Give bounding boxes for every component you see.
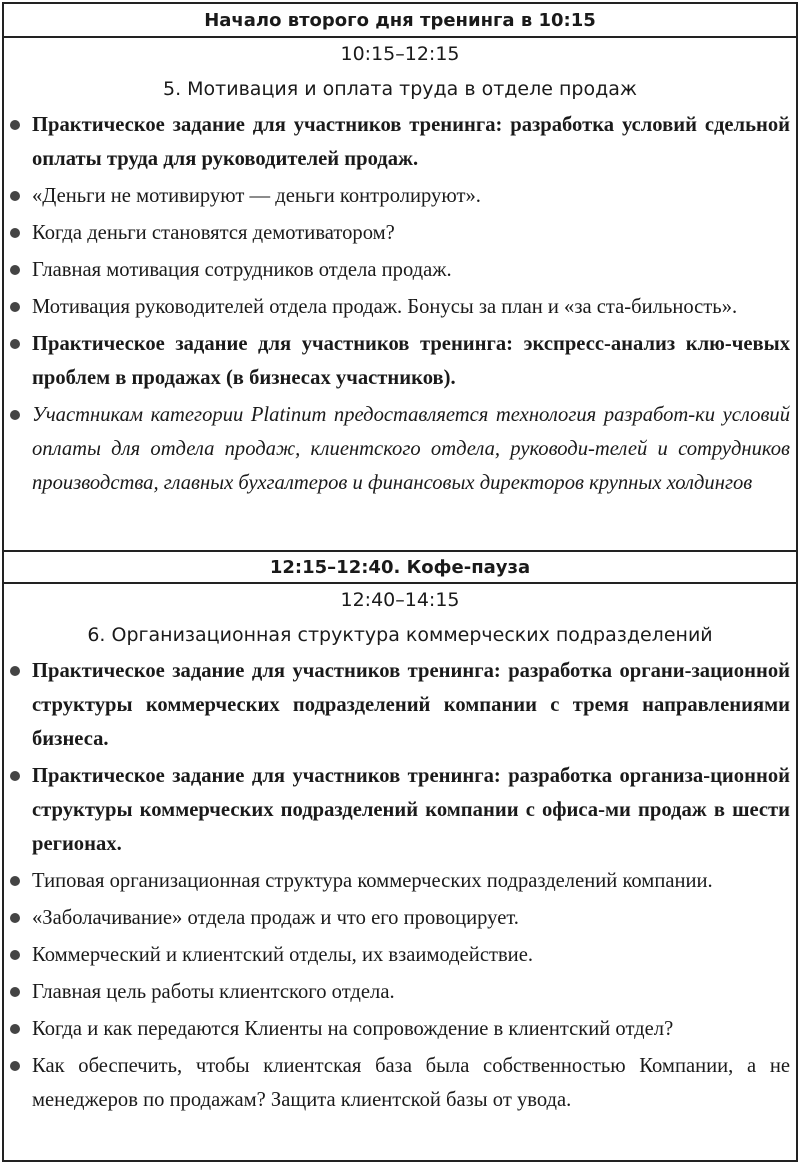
list-item: Практическое задание для участников тренинга: разработка органи-зационной структуры коммерческих подразделений компании с тремя направлениями бизнеса. — [4, 654, 796, 756]
topic-list — [4, 108, 796, 500]
bullet-icon — [10, 987, 20, 997]
bullet-icon — [10, 876, 20, 886]
section-time: 12:40–14:15 — [340, 589, 460, 611]
coffee-break-row: 12:15–12:40. Кофе-пауза — [4, 550, 796, 584]
bullet-icon — [10, 1061, 20, 1071]
bullet-icon — [10, 265, 20, 275]
bullet-icon — [10, 1024, 20, 1034]
bullet-icon — [10, 771, 20, 781]
list-item: Практическое задание для участников тренинга: разработка условий сдельной оплаты труда для руководителей продаж. — [4, 108, 796, 176]
section-motivation — [4, 38, 796, 550]
topic-list — [4, 654, 796, 1117]
bullet-icon — [10, 302, 20, 312]
bullet-icon — [10, 913, 20, 923]
section-time: 10:15–12:15 — [340, 43, 460, 65]
bullet-icon — [10, 339, 20, 349]
bullet-icon — [10, 228, 20, 238]
list-item: Участникам категории Platinum предоставляется технология разработ-ки условий оплаты для отдела продаж, клиентского отдела, руководи-телей и сотрудников производства, главных бухгалтеров и финансовых директоров крупных холдингов — [4, 398, 796, 500]
day-header: Начало второго дня тренинга в 10:15 — [4, 4, 796, 38]
list-item: Мотивация руководителей отдела продаж. Бонусы за план и «за ста-бильность». — [4, 290, 796, 324]
list-item: Практическое задание для участников тренинга: экспресс-анализ клю-чевых проблем в продажах (в бизнесах участников). — [4, 327, 796, 395]
list-item: Как обеспечить, чтобы клиентская база была собственностью Компании, а не менеджеров по продажам? Защита клиентской базы от увода. — [4, 1049, 796, 1117]
bullet-icon — [10, 191, 20, 201]
list-item: Когда деньги становятся демотиватором? — [4, 216, 796, 250]
list-item: Когда и как передаются Клиенты на сопровождение в клиентский отдел? — [4, 1012, 796, 1046]
list-item: Практическое задание для участников тренинга: разработка организа-ционной структуры коммерческих подразделений компании с офиса-ми продаж в шести регионах. — [4, 759, 796, 861]
section-title: 6. Организационная структура коммерческих подразделений — [87, 624, 713, 646]
list-item: Типовая организационная структура коммерческих подразделений компании. — [4, 864, 796, 898]
list-item: «Деньги не мотивируют — деньги контролируют». — [4, 179, 796, 213]
list-item: Коммерческий и клиентский отделы, их взаимодействие. — [4, 938, 796, 972]
list-item: «Заболачивание» отдела продаж и что его провоцирует. — [4, 901, 796, 935]
bullet-icon — [10, 950, 20, 960]
bullet-icon — [10, 120, 20, 130]
schedule-table — [2, 2, 798, 1162]
section-org-structure — [4, 584, 796, 1117]
section-title: 5. Мотивация и оплата труда в отделе продаж — [163, 78, 637, 100]
list-item: Главная цель работы клиентского отдела. — [4, 975, 796, 1009]
bullet-icon — [10, 666, 20, 676]
bullet-icon — [10, 410, 20, 420]
list-item: Главная мотивация сотрудников отдела продаж. — [4, 253, 796, 287]
